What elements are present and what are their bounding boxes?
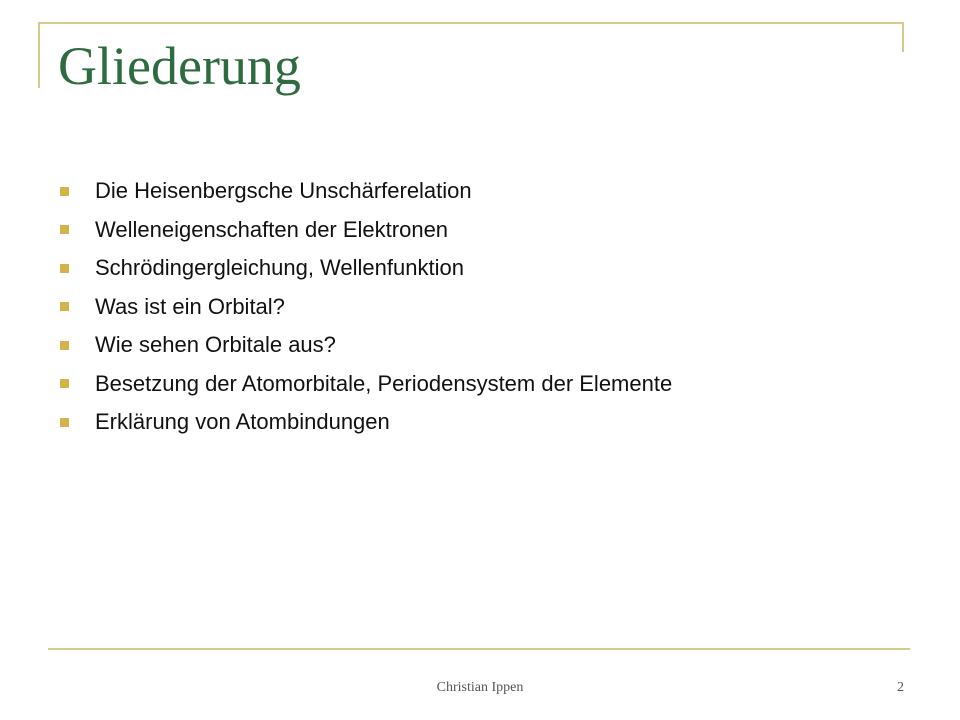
square-bullet-icon (60, 302, 69, 311)
bullet-text: Was ist ein Orbital? (95, 293, 285, 319)
bullet-item (60, 365, 672, 404)
frame-right-line (902, 22, 904, 52)
bullet-item (60, 403, 672, 442)
frame-bottom-line (48, 648, 910, 650)
square-bullet-icon (60, 379, 69, 388)
bullet-text: Erklärung von Atombindungen (95, 409, 390, 435)
slide-title: Gliederung (58, 36, 301, 96)
bullet-text: Welleneigenschaften der Elektronen (95, 216, 449, 242)
bullet-item (60, 326, 672, 365)
square-bullet-icon (60, 418, 69, 427)
square-bullet-icon (60, 225, 69, 234)
frame-top-line (38, 22, 904, 24)
bullet-text: Schrödingergleichung, Wellenfunktion (95, 255, 464, 281)
square-bullet-icon (60, 187, 69, 196)
bullet-item (60, 211, 672, 250)
bullet-text: Die Heisenbergsche Unschärferelation (95, 178, 472, 204)
bullet-item (60, 249, 672, 288)
bullet-item (60, 172, 672, 211)
bullet-text: Wie sehen Orbitale aus? (95, 332, 336, 358)
bullet-text: Besetzung der Atomorbitale, Periodensystem der Elemente (95, 370, 673, 396)
frame-left-line (38, 22, 40, 88)
square-bullet-icon (60, 264, 69, 273)
bullet-list (60, 172, 672, 442)
square-bullet-icon (60, 341, 69, 350)
page-number: 2 (897, 680, 904, 695)
bullet-item (60, 288, 672, 327)
footer-author: Christian Ippen (436, 680, 524, 695)
